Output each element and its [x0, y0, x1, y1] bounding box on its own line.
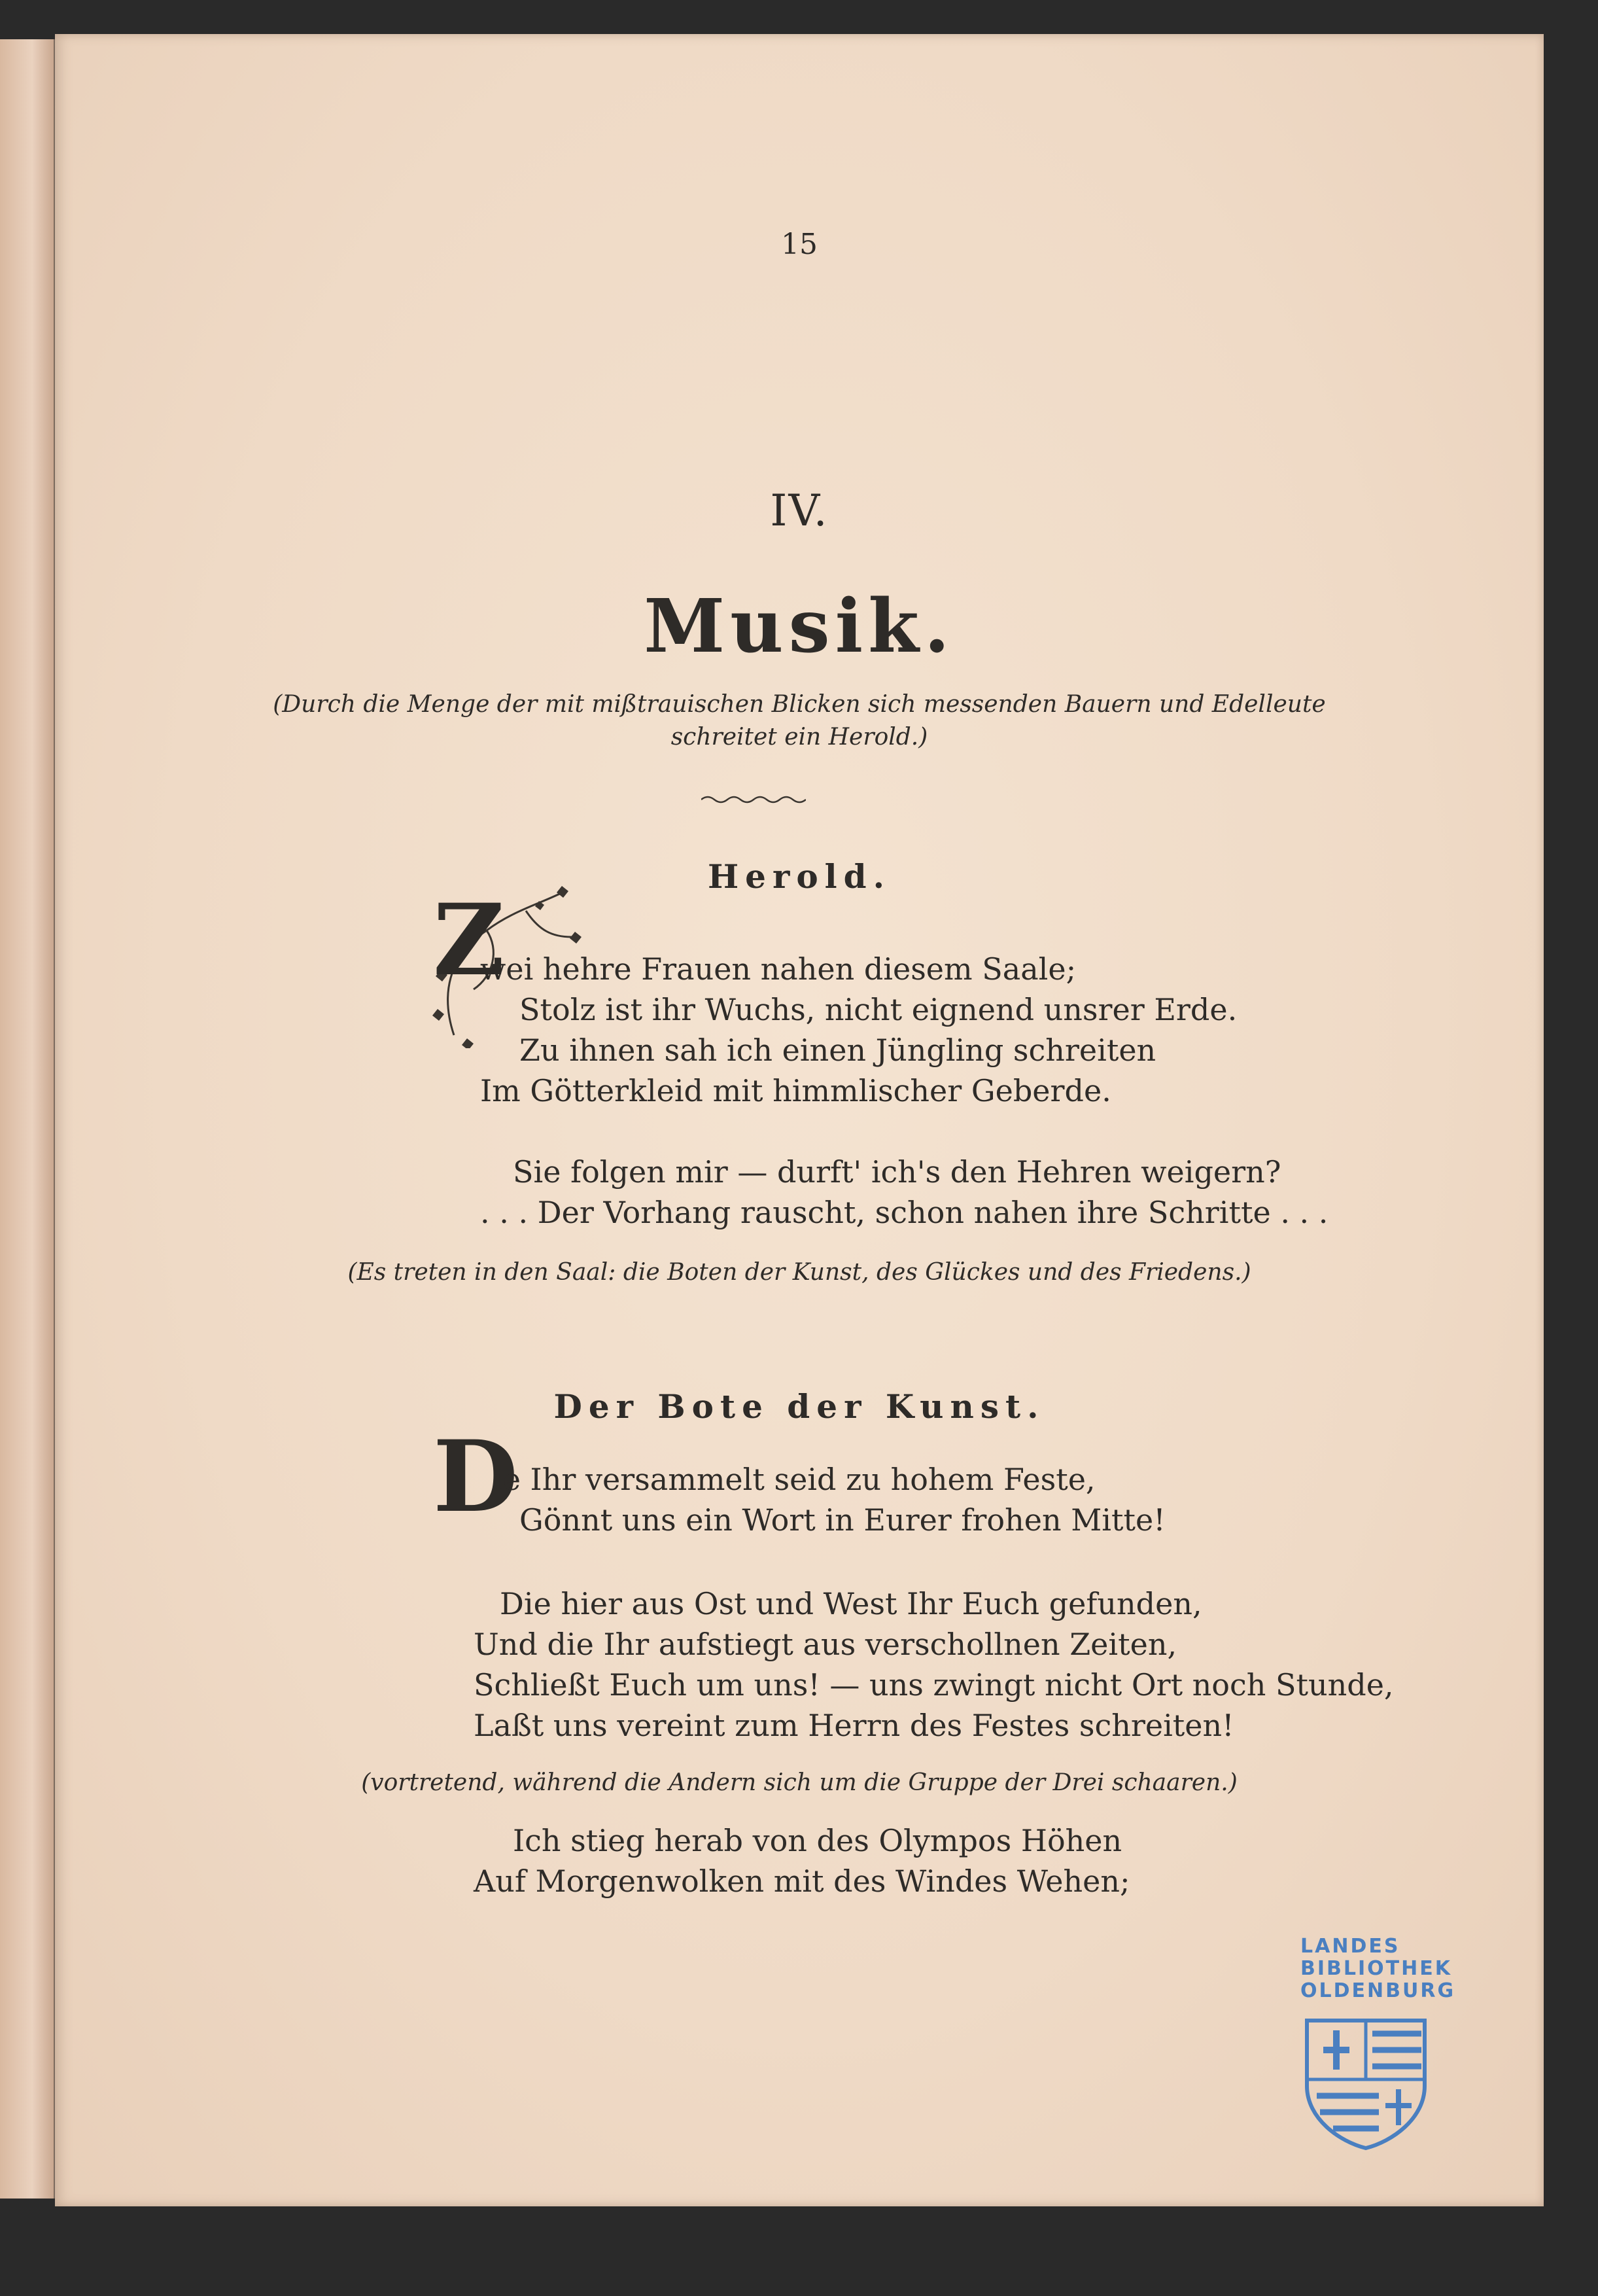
verse-line: Im Götterkleid mit himmlischer Geberde. — [480, 1073, 1111, 1108]
speaker-name: Der Bote der Kunst. — [553, 1387, 1045, 1426]
stage-direction: (Es treten in den Saal: die Boten der Kunst, des Glückes und des Friedens.) — [347, 1259, 1251, 1286]
stamp-line: BIBLIOTHEK — [1300, 1957, 1452, 1980]
verse-line: Gönnt uns ein Wort in Eurer frohen Mitte! — [519, 1502, 1166, 1538]
library-stamp — [1300, 1935, 1456, 2158]
stamp-line: OLDENBURG — [1300, 1979, 1456, 2002]
verse-block — [421, 1820, 1130, 1901]
stamp-line: LANDES — [1300, 1935, 1400, 1958]
verse-line: . . . Der Vorhang rauscht, schon nahen ihre Schritte . . . — [480, 1195, 1329, 1230]
verse-line: Auf Morgenwolken mit des Windes Wehen; — [474, 1863, 1130, 1899]
stage-direction: (vortretend, während die Andern sich um die Gruppe der Drei schaaren.) — [361, 1769, 1238, 1796]
verse-block — [421, 949, 1237, 1111]
adjacent-page-edge — [0, 39, 56, 2199]
stamp-text — [1300, 1935, 1456, 2002]
verse-line: Stolz ist ihr Wuchs, nicht eignend unsrer Erde. — [519, 992, 1238, 1027]
drop-cap: Z — [433, 883, 505, 998]
verse-line: Ich stieg herab von des Olympos Höhen — [513, 1823, 1122, 1858]
verse-line: ie Ihr versammelt seid zu hohem Feste, — [493, 1462, 1096, 1497]
verse-line: Zu ihnen sah ich einen Jüngling schreiten — [519, 1033, 1156, 1068]
verse-block — [421, 1459, 1166, 1540]
stage-direction-line: (Durch die Menge der mit mißtrauischen Blicken sich messenden Bauern und Edelleute — [273, 691, 1326, 718]
wavy-divider — [701, 793, 806, 806]
page-number: 15 — [781, 228, 818, 261]
verse-line: wei hehre Frauen nahen diesem Saale; — [480, 951, 1077, 987]
verse-line: Und die Ihr aufstiegt aus verschollnen Zeiten, — [474, 1627, 1177, 1662]
speaker-name: Herold. — [707, 857, 892, 896]
chapter-number: IV. — [770, 486, 829, 536]
stage-direction — [55, 688, 1544, 754]
verse-block — [421, 1583, 1394, 1746]
book-page — [55, 34, 1544, 2206]
stage-direction-line: schreitet ein Herold.) — [670, 724, 928, 751]
verse-line: Sie folgen mir — durft' ich's den Hehren weigern? — [513, 1154, 1281, 1190]
drop-cap: D — [433, 1419, 519, 1534]
verse-line: Die hier aus Ost und West Ihr Euch gefunden, — [500, 1586, 1202, 1621]
verse-line: Laßt uns vereint zum Herrn des Festes schreiten! — [474, 1708, 1234, 1743]
verse-line: Schließt Euch um uns! — uns zwingt nicht Ort noch Stunde, — [474, 1667, 1394, 1703]
verse-block — [421, 1152, 1328, 1233]
coat-of-arms-icon — [1300, 2014, 1431, 2151]
section-title: Musik. — [644, 584, 955, 669]
